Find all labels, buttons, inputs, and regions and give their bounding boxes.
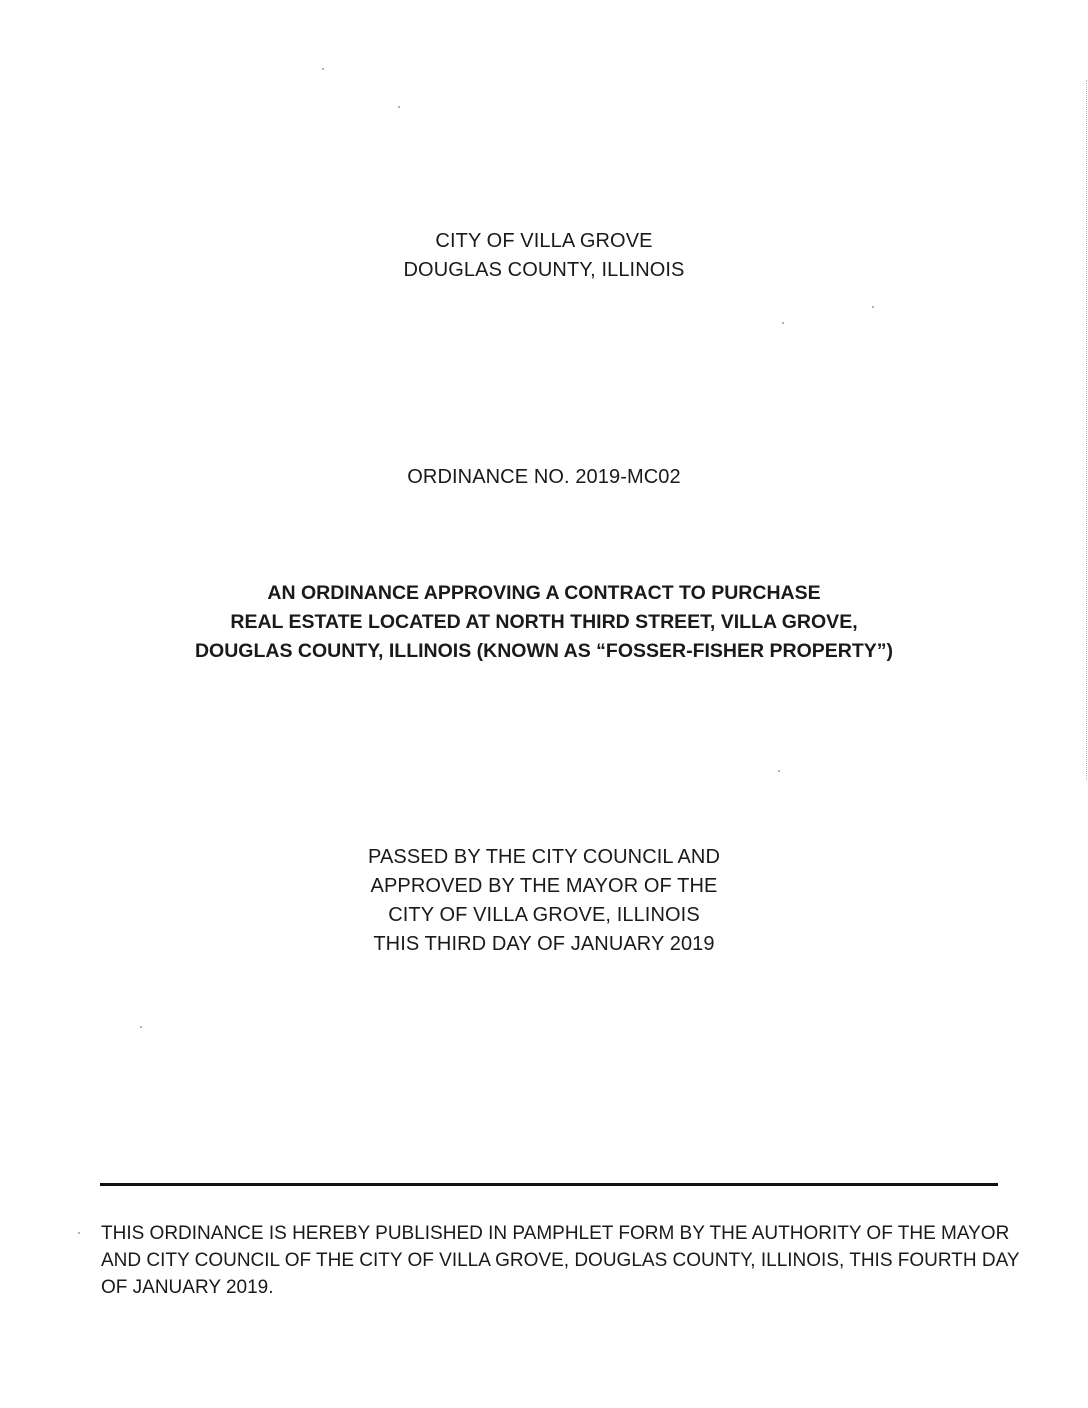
ordinance-title-line-1: AN ORDINANCE APPROVING A CONTRACT TO PURCHASE: [267, 582, 821, 604]
passage-line-4: THIS THIRD DAY OF JANUARY 2019: [373, 933, 715, 955]
scan-speck: [140, 1026, 142, 1028]
county-name: DOUGLAS COUNTY, ILLINOIS: [403, 259, 685, 281]
passage-line-2: APPROVED BY THE MAYOR OF THE: [370, 875, 718, 897]
scan-edge-artifact: [1083, 80, 1087, 780]
publication-line-3: OF JANUARY 2019.: [101, 1277, 274, 1298]
publication-line-1: THIS ORDINANCE IS HEREBY PUBLISHED IN PAMPHLET FORM BY THE AUTHORITY OF THE MAYOR: [101, 1223, 1010, 1244]
scan-speck: [872, 306, 874, 308]
ordinance-title-line-3: DOUGLAS COUNTY, ILLINOIS (KNOWN AS “FOSSER-FISHER PROPERTY”): [194, 640, 894, 662]
ordinance-number: ORDINANCE NO. 2019-MC02: [407, 466, 681, 488]
ordinance-title-line-2: REAL ESTATE LOCATED AT NORTH THIRD STREET, VILLA GROVE,: [230, 611, 858, 633]
publication-line-2: AND CITY COUNCIL OF THE CITY OF VILLA GROVE, DOUGLAS COUNTY, ILLINOIS, THIS FOURTH DAY: [101, 1250, 1020, 1271]
passage-line-3: CITY OF VILLA GROVE, ILLINOIS: [388, 904, 700, 926]
scan-speck: [778, 770, 780, 772]
scan-speck: [398, 106, 400, 108]
horizontal-rule: [100, 1183, 998, 1186]
passage-line-1: PASSED BY THE CITY COUNCIL AND: [368, 846, 720, 868]
scan-speck: [782, 322, 784, 324]
scan-speck: [322, 68, 324, 70]
city-name: CITY OF VILLA GROVE: [435, 230, 653, 252]
scan-speck: [78, 1232, 80, 1234]
